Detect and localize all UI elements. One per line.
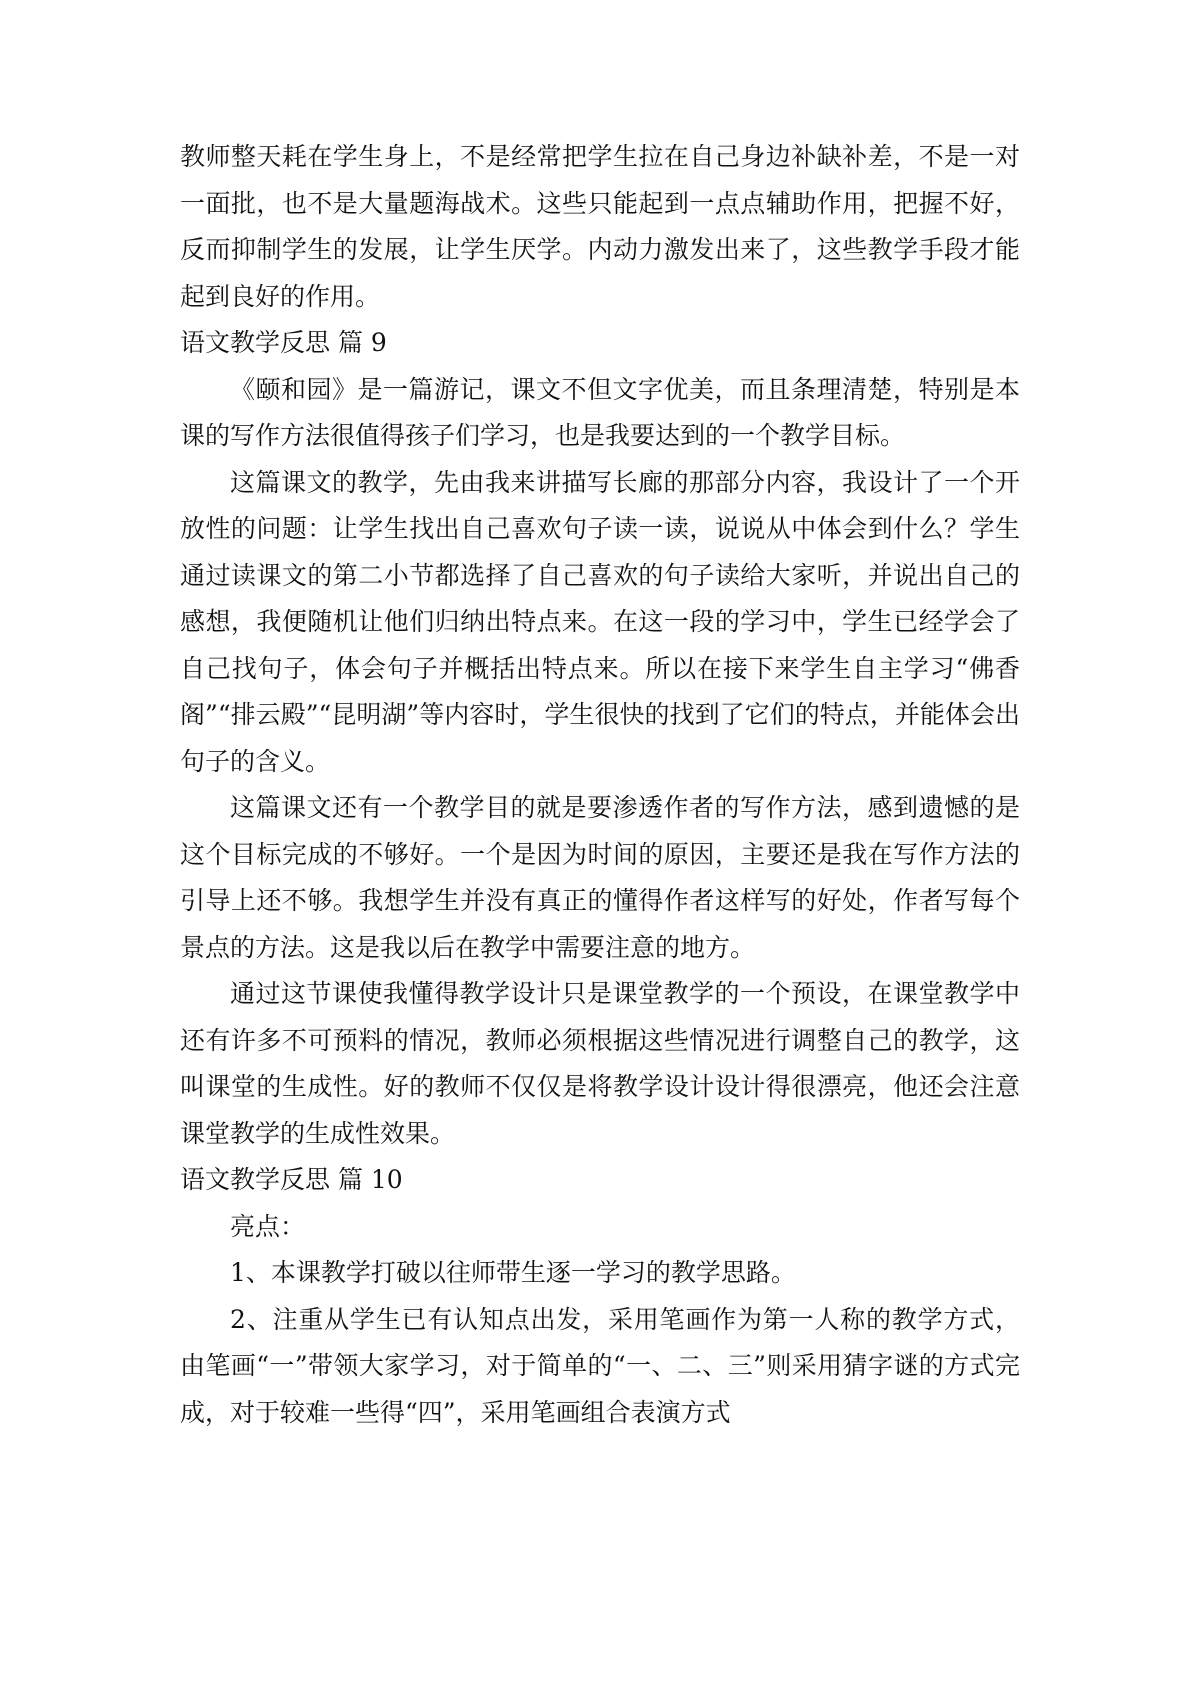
document-body <box>180 134 1020 1436</box>
section-9-paragraph-4: 通过这节课使我懂得教学设计只是课堂教学的一个预设，在课堂教学中还有许多不可预料的情况，教师必须根据这些情况进行调整自己的教学，这叫课堂的生成性。好的教师不仅仅是将教学设计设计得很漂亮，他还会注意课堂教学的生成性效果。 <box>180 979 1020 1148</box>
section-10-paragraph-1: 亮点： <box>230 1211 306 1241</box>
section-10-paragraph-3: 2、注重从学生已有认知点出发，采用笔画作为第一人称的教学方式，由笔画“一”带领大家学习，对于简单的“一、二、三”则采用猜字谜的方式完成，对于较难一些得“四”，采用笔画组合表演方式 <box>180 1304 1020 1427</box>
section-9-paragraph-2: 这篇课文的教学，先由我来讲描写长廊的那部分内容，我设计了一个开放性的问题：让学生找出自己喜欢句子读一读，说说从中体会到什么？学生通过读课文的第二小节都选择了自己喜欢的句子读给大家听，并说出自己的感想，我便随机让他们归纳出特点来。在这一段的学习中，学生已经学会了自己找句子，体会句子并概括出特点来。所以在接下来学生自主学习“佛香阁”“排云殿”“昆明湖”等内容时，学生很快的找到了它们的特点，并能体会出句子的含义。 <box>180 467 1020 776</box>
section-10-paragraph-2: 1、本课教学打破以往师带生逐一学习的教学思路。 <box>230 1258 796 1287</box>
section-9-paragraph-3: 这篇课文还有一个教学目的就是要渗透作者的写作方法，感到遗憾的是这个目标完成的不够好。一个是因为时间的原因，主要还是我在写作方法的引导上还不够。我想学生并没有真正的懂得作者这样写的好处，作者写每个景点的方法。这是我以后在教学中需要注意的地方。 <box>180 793 1020 962</box>
section-9-title: 语文教学反思 篇 9 <box>180 328 387 357</box>
section-9-paragraph-1: 《颐和园》是一篇游记，课文不但文字优美，而且条理清楚，特别是本课的写作方法很值得孩子们学习，也是我要达到的一个教学目标。 <box>180 374 1020 450</box>
continuation-paragraph: 教师整天耗在学生身上，不是经常把学生拉在自己身边补缺补差，不是一对一面批，也不是大量题海战术。这些只能起到一点点辅助作用，把握不好，反而抑制学生的发展，让学生厌学。内动力激发出来了，这些教学手段才能起到良好的作用。 <box>180 142 1020 311</box>
section-10-title: 语文教学反思 篇 10 <box>180 1165 403 1194</box>
